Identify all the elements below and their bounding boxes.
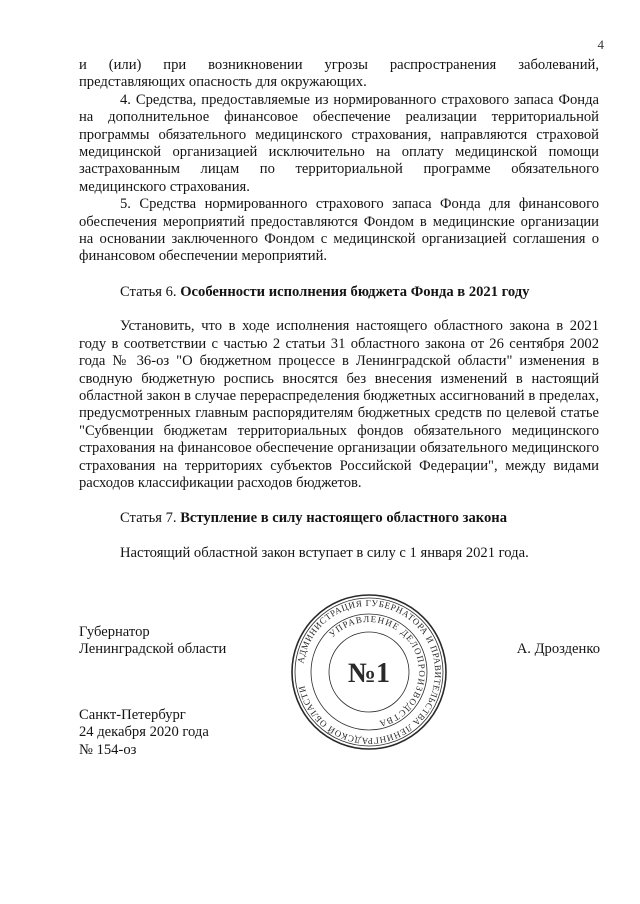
- article-6-prefix: Статья 6.: [120, 283, 177, 300]
- article-7-prefix: Статья 7.: [120, 510, 177, 527]
- law-number: № 154-оз: [79, 741, 137, 758]
- article-7-title: Вступление в силу настоящего областного закона: [180, 510, 507, 527]
- article-6-title: Особенности исполнения бюджета Фонда в 2021 году: [180, 283, 530, 300]
- paragraph-item-4: 4. Средства, предоставляемые из нормированного страхового запаса Фонда на дополнительное финансовое обеспечение реализации территориальной программы обязательного медицинского страхования, направляются страховой медицинской организацией исключительно на оплату медицинской помощи застрахованным лицам по территориальной программе обязательного медицинского страхования.: [79, 91, 599, 195]
- article-6-heading: [79, 284, 599, 301]
- paragraph-item-5: 5. Средства нормированного страхового запаса Фонда для финансового обеспечения мероприятий предоставляются Фондом в медицинские организации на основании заключенного Фондом с медицинской организацией соглашения о финансовом обеспечении мероприятий.: [79, 196, 599, 265]
- governor-title: Губернатор: [79, 624, 150, 640]
- enactment-city: Санкт-Петербург: [79, 707, 186, 723]
- governor-region: Ленинградской области: [79, 641, 227, 658]
- article-7-text: Настоящий областной закон вступает в силу с 1 января 2021 года.: [120, 544, 529, 561]
- enactment-date: 24 декабря 2020 года: [79, 724, 209, 741]
- seal-inner-text: УПРАВЛЕНИЕ ДЕЛОПРОИЗВОДСТВА: [327, 613, 428, 730]
- enactment-details: [79, 707, 209, 759]
- seal-center-number: №1: [347, 658, 391, 689]
- signatory-name: А. Дрозденко: [516, 641, 600, 657]
- signatory-title: [79, 624, 226, 659]
- article-7-heading: [79, 510, 599, 527]
- page-number: 4: [597, 37, 604, 52]
- document-body: [79, 57, 599, 562]
- official-seal: [289, 592, 449, 752]
- paragraph-continuation: и (или) при возникновении угрозы распространения заболеваний, представляющих опасность для окружающих.: [79, 57, 599, 91]
- article-6-text: Установить, что в ходе исполнения настоящего областного закона в 2021 году в соответствии с частью 2 статьи 31 областного закона от 26 сентября 2002 года № 36-оз "О бюджетном процессе в Ленинградской области" изменения в сводную бюджетную роспись вносятся без внесения изменений в настоящий областной закон в случае перераспределения бюджетных ассигнований в пределах, предусмотренных главным распорядителям бюджетных средств по целевой статье "Субвенции бюджетам территориальных фондов обязательного медицинского страхования на финансовое обеспечение организации обязательного медицинского страхования на территориях субъектов Российской Федерации", между видами расходов классификации расходов бюджетов.: [79, 318, 599, 491]
- seal-outer-text: АДМИНИСТРАЦИЯ ГУБЕРНАТОРА И ПРАВИТЕЛЬСТВА ЛЕНИНГРАДСКОЙ ОБЛАСТИ: [295, 597, 444, 747]
